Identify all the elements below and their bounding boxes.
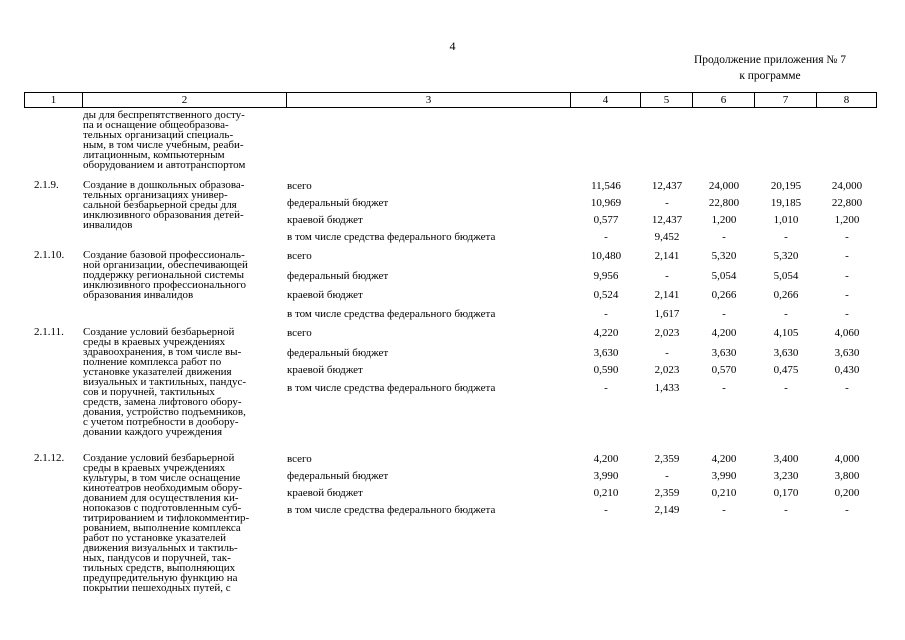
value-cell: 2,149 <box>654 504 680 516</box>
value-cell: 3,990 <box>711 470 737 482</box>
value-cell: 0,210 <box>711 487 737 499</box>
value-cell: 2,141 <box>654 250 680 262</box>
budget-row <box>24 308 877 320</box>
value-cell: 0,475 <box>773 364 799 376</box>
value-cell: 3,400 <box>773 453 799 465</box>
value-cell: 11,546 <box>591 180 621 192</box>
text-line: сальной безбарьерной среды для <box>83 199 237 211</box>
value-cell: 24,000 <box>708 180 740 192</box>
budget-row <box>24 364 877 376</box>
header-col-2: 2 <box>83 92 287 108</box>
value-cell: - <box>722 231 726 243</box>
continuation-text <box>83 110 281 170</box>
value-cell: 0,170 <box>773 487 799 499</box>
budget-row <box>24 250 877 262</box>
value-cell: 4,220 <box>593 327 619 339</box>
text-line: ных, пандусов и поручней, так- <box>83 552 231 564</box>
value-cell: 0,266 <box>711 289 737 301</box>
value-cell: - <box>722 308 726 320</box>
header-col-1: 1 <box>24 92 83 108</box>
text-line: средств, замена лифтового обору- <box>83 396 242 408</box>
budget-row <box>24 487 877 499</box>
value-cell: 4,200 <box>711 453 737 465</box>
text-line: инклюзивного профессионального <box>83 279 246 291</box>
text-line: полнение комплекса работ по <box>83 356 222 368</box>
appendix-subtitle: к программе <box>739 70 801 82</box>
value-cell: 1,617 <box>654 308 680 320</box>
value-cell: 3,630 <box>834 347 860 359</box>
text-line: титрированием и тифлокомментир- <box>83 512 250 524</box>
appendix-header <box>640 52 900 84</box>
value-cell: - <box>784 504 788 516</box>
text-line: покрытии пешеходных путей, с <box>83 582 231 594</box>
budget-label: федеральный бюджет <box>287 197 389 209</box>
text-line: дованием для осуществления ки- <box>83 492 239 504</box>
text-line: рованием, выполнение комплекса <box>83 522 241 534</box>
value-cell: 10,480 <box>590 250 622 262</box>
value-cell: 0,570 <box>711 364 737 376</box>
text-line: па и оснащение общеобразова- <box>83 119 229 131</box>
header-col-6: 6 <box>693 92 755 108</box>
value-cell: 1,433 <box>654 382 680 394</box>
value-cell: - <box>845 231 849 243</box>
value-cell: 2,359 <box>654 453 680 465</box>
budget-row <box>24 197 877 209</box>
text-line: Создание условий безбарьерной <box>83 452 235 464</box>
value-cell: 24,000 <box>831 180 863 192</box>
text-line: образования инвалидов <box>83 289 194 301</box>
value-cell: - <box>604 504 608 516</box>
section-number: 2.1.11. <box>34 326 64 338</box>
text-line: сов и поручней, тактильных <box>83 386 215 398</box>
text-line: литационным, компьютерным <box>83 149 225 161</box>
value-cell: - <box>784 308 788 320</box>
value-cell: - <box>784 382 788 394</box>
value-cell: - <box>845 308 849 320</box>
budget-row <box>24 270 877 282</box>
value-cell: - <box>845 382 849 394</box>
budget-row <box>24 327 877 339</box>
value-cell: 2,023 <box>654 327 680 339</box>
value-cell: - <box>845 250 849 262</box>
header-col-3: 3 <box>287 92 571 108</box>
value-cell: - <box>604 382 608 394</box>
value-cell: - <box>665 470 669 482</box>
text-line: тельных организациях универ- <box>83 189 228 201</box>
value-cell: 5,054 <box>773 270 799 282</box>
text-line: движения визуальных и тактиль- <box>83 542 238 554</box>
text-line: среды в краевых учреждениях <box>83 336 226 348</box>
budget-label: в том числе средства федерального бюджета <box>287 308 496 320</box>
value-cell: 3,990 <box>593 470 619 482</box>
text-line: тильных средств, выполняющих <box>83 562 236 574</box>
appendix-title: Продолжение приложения № 7 <box>693 54 847 66</box>
value-cell: 4,200 <box>711 327 737 339</box>
value-cell: 5,054 <box>711 270 737 282</box>
page-number: 4 <box>449 39 456 53</box>
text-line: кинотеатров необходимым обору- <box>83 482 243 494</box>
value-cell: 4,105 <box>773 327 799 339</box>
budget-row <box>24 470 877 482</box>
text-line: довании каждого учреждения <box>83 426 223 438</box>
value-cell: - <box>845 504 849 516</box>
value-cell: 0,210 <box>593 487 619 499</box>
header-col-7: 7 <box>755 92 817 108</box>
value-cell: - <box>665 347 669 359</box>
value-cell: 10,969 <box>590 197 622 209</box>
text-line: культуры, в том числе оснащение <box>83 472 241 484</box>
value-cell: 1,010 <box>773 214 799 226</box>
value-cell: 2,359 <box>654 487 680 499</box>
table-header-row <box>24 92 877 108</box>
budget-row <box>24 382 877 394</box>
value-cell: 0,200 <box>834 487 860 499</box>
value-cell: 9,452 <box>654 231 680 243</box>
value-cell: - <box>665 197 669 209</box>
text-line: здравоохранения, в том числе вы- <box>83 346 242 358</box>
budget-label: федеральный бюджет <box>287 470 389 482</box>
text-line: инвалидов <box>83 219 133 231</box>
budget-row <box>24 231 877 243</box>
value-cell: - <box>845 270 849 282</box>
text-line: среды в краевых учреждениях <box>83 462 226 474</box>
budget-label: краевой бюджет <box>287 364 363 376</box>
value-cell: - <box>845 289 849 301</box>
budget-label: федеральный бюджет <box>287 270 389 282</box>
text-line: Создание условий безбарьерной <box>83 326 235 338</box>
value-cell: 0,430 <box>834 364 860 376</box>
budget-row <box>24 180 877 192</box>
value-cell: 1,200 <box>711 214 737 226</box>
budget-label: всего <box>287 180 312 192</box>
header-col-4: 4 <box>571 92 641 108</box>
text-line: работ по установке указателей <box>83 532 226 544</box>
value-cell: 20,195 <box>770 180 802 192</box>
text-line: с учетом потребности в дообору- <box>83 416 239 428</box>
value-cell: 4,000 <box>834 453 860 465</box>
budget-row <box>24 347 877 359</box>
value-cell: 2,141 <box>654 289 680 301</box>
value-cell: - <box>722 382 726 394</box>
value-cell: - <box>665 270 669 282</box>
value-cell: 4,060 <box>834 327 860 339</box>
value-cell: 3,630 <box>773 347 799 359</box>
value-cell: 0,266 <box>773 289 799 301</box>
budget-row <box>24 453 877 465</box>
value-cell: 5,320 <box>773 250 799 262</box>
section-number: 2.1.10. <box>34 249 65 261</box>
text-line: оборудованием и автотранспортом <box>83 159 246 171</box>
value-cell: 12,437 <box>651 214 683 226</box>
value-cell: 0,577 <box>593 214 619 226</box>
value-cell: 1,200 <box>834 214 860 226</box>
budget-row <box>24 214 877 226</box>
value-cell: 19,185 <box>770 197 802 209</box>
header-col-5: 5 <box>641 92 693 108</box>
value-cell: - <box>722 504 726 516</box>
budget-label: федеральный бюджет <box>287 347 389 359</box>
value-cell: - <box>604 308 608 320</box>
text-line: инклюзивного образования детей- <box>83 209 244 221</box>
text-line: Создание в дошкольных образова- <box>83 179 245 191</box>
value-cell: 3,630 <box>711 347 737 359</box>
value-cell: 9,956 <box>593 270 619 282</box>
text-line: ным, в том числе учебным, реаби- <box>83 139 244 151</box>
value-cell: 4,200 <box>593 453 619 465</box>
value-cell: 22,800 <box>831 197 863 209</box>
budget-label: в том числе средства федерального бюджета <box>287 382 496 394</box>
budget-label: краевой бюджет <box>287 289 363 301</box>
value-cell: 0,524 <box>593 289 619 301</box>
value-cell: 0,590 <box>593 364 619 376</box>
section-number: 2.1.9. <box>34 179 59 191</box>
value-cell: - <box>604 231 608 243</box>
budget-row <box>24 504 877 516</box>
text-line: предупредительную функцию на <box>83 572 238 584</box>
value-cell: 3,800 <box>834 470 860 482</box>
text-line: нопоказов с подготовленным суб- <box>83 502 242 514</box>
value-cell: 22,800 <box>708 197 740 209</box>
budget-label: всего <box>287 453 312 465</box>
budget-label: краевой бюджет <box>287 487 363 499</box>
value-cell: 2,023 <box>654 364 680 376</box>
budget-label: в том числе средства федерального бюджета <box>287 231 496 243</box>
value-cell: 12,437 <box>651 180 683 192</box>
text-line: поддержку региональной системы <box>83 269 245 281</box>
value-cell: - <box>784 231 788 243</box>
header-col-8: 8 <box>817 92 877 108</box>
text-line: визуальных и тактильных, пандус- <box>83 376 246 388</box>
text-line: ды для беспрепятственного досту- <box>83 109 245 121</box>
budget-row <box>24 289 877 301</box>
budget-label: всего <box>287 250 312 262</box>
text-line: установке указателей движения <box>83 366 232 378</box>
budget-label: в том числе средства федерального бюджета <box>287 504 496 516</box>
text-line: дования, устройство подъемников, <box>83 406 246 418</box>
value-cell: 3,630 <box>593 347 619 359</box>
value-cell: 3,230 <box>773 470 799 482</box>
text-line: Создание базовой профессиональ- <box>83 249 245 261</box>
section-number: 2.1.12. <box>34 452 65 464</box>
text-line: тельных организаций специаль- <box>83 129 234 141</box>
budget-label: всего <box>287 327 312 339</box>
budget-label: краевой бюджет <box>287 214 363 226</box>
text-line: ной организации, обеспечивающей <box>83 259 248 271</box>
value-cell: 5,320 <box>711 250 737 262</box>
